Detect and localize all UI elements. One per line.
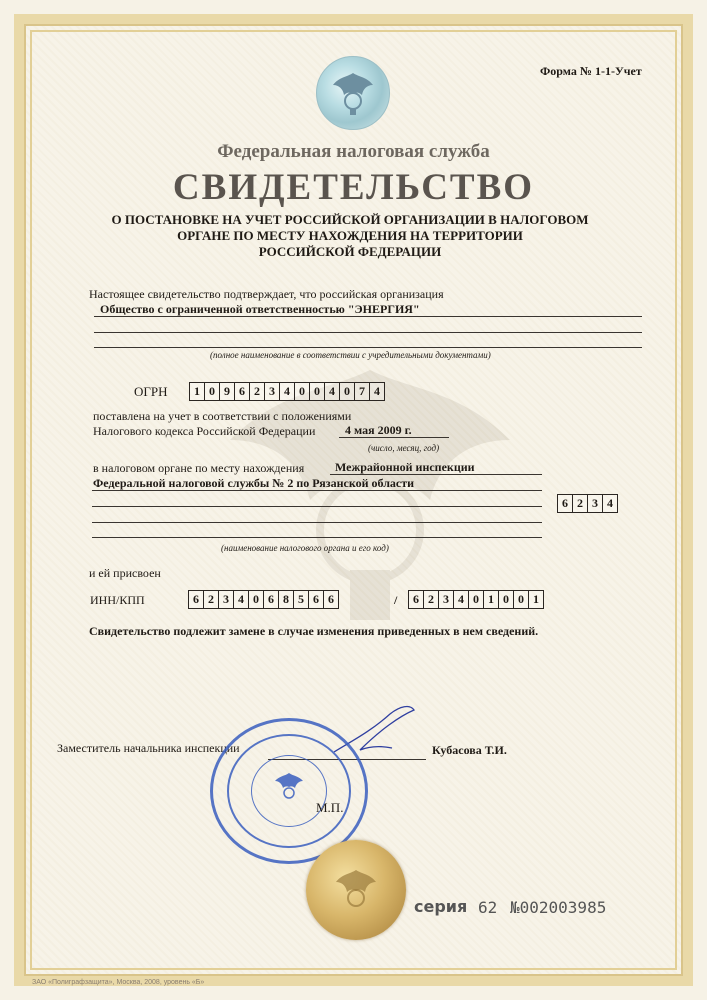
subtitle-line: ОРГАНЕ ПО МЕСТУ НАХОЖДЕНИЯ НА ТЕРРИТОРИИ xyxy=(177,228,523,243)
issuing-service: Федеральная налоговая служба xyxy=(217,141,490,162)
ogrn-digit: 3 xyxy=(264,382,280,401)
authority-underline-5 xyxy=(92,537,542,538)
assigned-label: и ей присвоен xyxy=(89,566,161,580)
inn-digit: 6 xyxy=(308,590,324,609)
gold-hologram-seal xyxy=(306,840,406,940)
authority-code-digit: 6 xyxy=(557,494,573,513)
kpp-digit: 0 xyxy=(468,590,484,609)
certificate-subtitle xyxy=(100,212,600,260)
date-caption: (число, месяц, год) xyxy=(368,443,440,453)
ogrn-digit: 9 xyxy=(219,382,235,401)
inn-boxes xyxy=(189,590,339,609)
kpp-digit: 2 xyxy=(423,590,439,609)
kpp-digit: 1 xyxy=(528,590,544,609)
stamp-eagle-icon xyxy=(273,769,305,803)
date-line xyxy=(339,437,449,438)
kpp-digit: 6 xyxy=(408,590,424,609)
inn-digit: 2 xyxy=(203,590,219,609)
ogrn-digit: 1 xyxy=(189,382,205,401)
kpp-digit: 1 xyxy=(483,590,499,609)
intro-text: Настоящее свидетельство подтверждает, что российская организация xyxy=(89,287,444,301)
ogrn-digit: 0 xyxy=(309,382,325,401)
signatory-name: Кубасова Т.И. xyxy=(432,743,507,757)
authority-underline-2 xyxy=(92,490,542,491)
replacement-note: Свидетельство подлежит замене в случае изменения приведенных в нем сведений. xyxy=(89,624,539,638)
registration-date: 4 мая 2009 г. xyxy=(345,423,412,437)
inn-digit: 6 xyxy=(188,590,204,609)
kpp-digit: 0 xyxy=(513,590,529,609)
seal-eagle-icon xyxy=(332,864,380,914)
inn-digit: 6 xyxy=(263,590,279,609)
inn-kpp-label: ИНН/КПП xyxy=(90,593,145,607)
ogrn-digit: 0 xyxy=(204,382,220,401)
ogrn-digit: 4 xyxy=(279,382,295,401)
inn-digit: 3 xyxy=(218,590,234,609)
ogrn-digit: 0 xyxy=(294,382,310,401)
ogrn-digit: 4 xyxy=(369,382,385,401)
ogrn-label: ОГРН xyxy=(134,384,168,399)
serial-series: 62 xyxy=(478,898,498,917)
inn-digit: 5 xyxy=(293,590,309,609)
stamp-place-label: М.П. xyxy=(316,800,344,815)
authority-label: в налоговом органе по месту нахождения xyxy=(93,461,305,475)
authority-underline-4 xyxy=(92,522,542,523)
subtitle-line: РОССИЙСКОЙ ФЕДЕРАЦИИ xyxy=(258,244,442,259)
authority-underline-3 xyxy=(92,506,542,507)
inn-digit: 8 xyxy=(278,590,294,609)
form-number: Форма № 1-1-Учет xyxy=(540,64,642,78)
authority-code-boxes xyxy=(558,494,618,513)
page-title: СВИДЕТЕЛЬСТВО xyxy=(172,167,535,208)
subtitle-line: О ПОСТАНОВКЕ НА УЧЕТ РОССИЙСКОЙ ОРГАНИЗАЦИИ В НАЛОГОВОМ xyxy=(111,212,589,227)
ogrn-digit: 7 xyxy=(354,382,370,401)
kpp-digit: 3 xyxy=(438,590,454,609)
authority-code-digit: 4 xyxy=(602,494,618,513)
ogrn-digit: 0 xyxy=(339,382,355,401)
registration-text-1: поставлена на учет в соответствии с положениями xyxy=(93,409,352,423)
inn-digit: 6 xyxy=(323,590,339,609)
inn-digit: 0 xyxy=(248,590,264,609)
org-line-3 xyxy=(94,347,642,348)
ogrn-digit: 2 xyxy=(249,382,265,401)
serial-number: №002003985 xyxy=(510,898,607,917)
ogrn-digit: 4 xyxy=(324,382,340,401)
hologram-emblem xyxy=(316,56,390,130)
organization-name: Общество с ограниченной ответственностью "ЭНЕРГИЯ" xyxy=(100,302,420,316)
org-line-1 xyxy=(94,316,642,317)
authority-code-digit: 3 xyxy=(587,494,603,513)
authority-line-2: Федеральной налоговой службы № 2 по Рязанской области xyxy=(93,476,415,490)
inn-digit: 4 xyxy=(233,590,249,609)
ogrn-digit: 6 xyxy=(234,382,250,401)
registration-text-2: Налогового кодекса Российской Федерации xyxy=(93,424,316,438)
authority-line-1: Межрайонной инспекции xyxy=(335,460,475,474)
serial-label: серия xyxy=(414,897,468,916)
kpp-boxes xyxy=(409,590,544,609)
authority-code-digit: 2 xyxy=(572,494,588,513)
org-line-2 xyxy=(94,332,642,333)
printer-footer: ЗАО «Полиграфзащита», Москва, 2008, уровень «Б» xyxy=(32,979,205,986)
authority-caption: (наименование налогового органа и его код) xyxy=(221,543,389,553)
deputy-label: Заместитель начальника инспекции xyxy=(57,741,240,755)
eagle-emblem-icon xyxy=(329,67,377,117)
org-caption: (полное наименование в соответствии с учредительными документами) xyxy=(210,350,491,360)
authority-underline-1 xyxy=(330,474,542,475)
ogrn-boxes xyxy=(190,382,385,401)
kpp-digit: 4 xyxy=(453,590,469,609)
kpp-digit: 0 xyxy=(498,590,514,609)
inn-kpp-separator: / xyxy=(394,593,398,607)
